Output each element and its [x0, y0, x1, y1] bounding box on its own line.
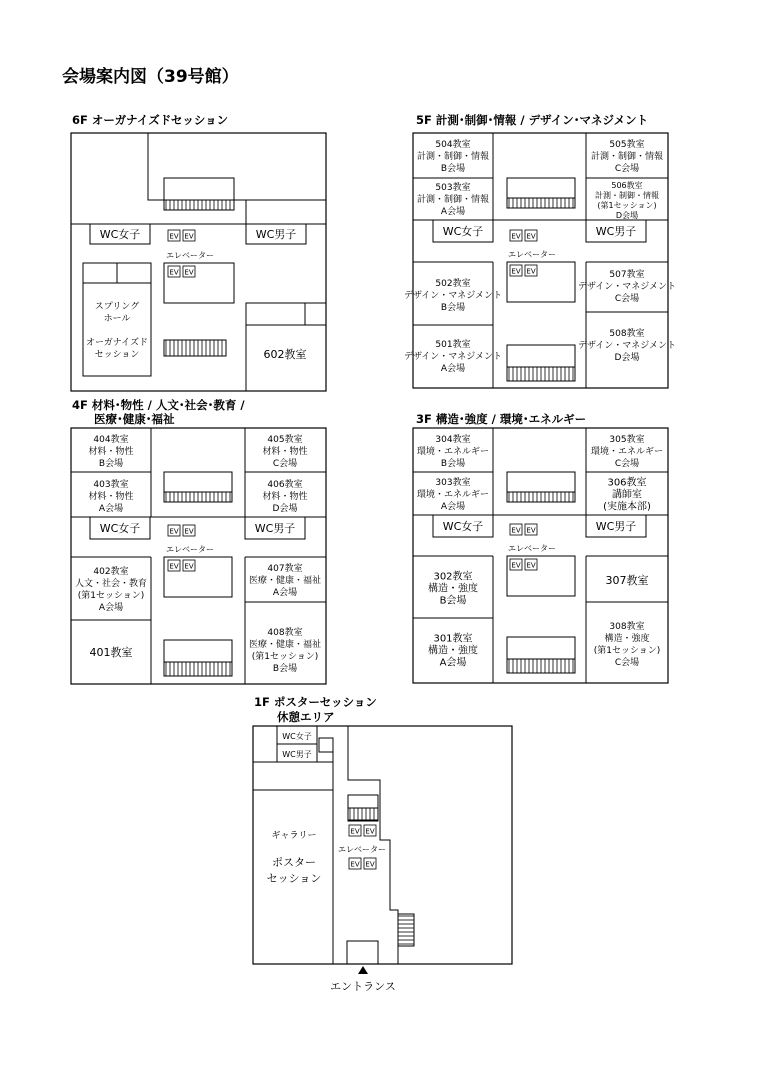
room-label-line: 403教室	[93, 480, 129, 491]
room-label-line: D会場	[272, 504, 298, 515]
ev-label: EV	[526, 232, 536, 241]
room-label-line: 材料・物性	[88, 492, 134, 503]
ev-label: EV	[169, 268, 179, 277]
ev-label: EV	[365, 860, 375, 869]
room-label-line: 408教室	[267, 628, 303, 639]
elevator-icon	[349, 825, 376, 836]
elevator-4f-label: エレベーター	[166, 545, 214, 554]
room-label-r406	[262, 478, 307, 514]
heading-3f: 3F 構造･強度 / 環境･エネルギー	[416, 412, 587, 426]
elevator-icon	[510, 265, 537, 276]
ev-label: EV	[511, 267, 521, 276]
floor-1f-plan	[253, 726, 512, 993]
room-label-line: B会場	[440, 303, 466, 314]
floor-6f-plan	[71, 133, 326, 391]
stairs-icon	[164, 662, 232, 676]
wc-women-6f-label: WC女子	[99, 228, 141, 241]
ev-label: EV	[511, 232, 521, 241]
room-label-r306	[603, 476, 651, 513]
room-label-line: A会場	[440, 502, 466, 513]
room-label-line: B会場	[272, 664, 298, 675]
room-label-line: (第1セッション)	[597, 200, 657, 210]
stairs-icon	[348, 808, 378, 820]
room-label-line: デザイン・マネジメント	[403, 291, 503, 302]
room-label-line: 計測・制御・情報	[590, 152, 664, 163]
room-label-line: 計測・制御・情報	[416, 195, 490, 206]
room-label-line: 507教室	[609, 270, 645, 281]
room-label-line: 計測・制御・情報	[595, 190, 659, 200]
room-label-r308	[594, 620, 661, 668]
room-label-line: 環境・エネルギー	[590, 447, 664, 458]
room-label-r506	[595, 180, 659, 220]
room-label-line: ホール	[103, 314, 131, 325]
ev-label: EV	[184, 268, 194, 277]
room-label-line: 301教室	[433, 633, 473, 645]
room-label-line: 406教室	[267, 480, 303, 491]
floor-3f-plan	[413, 428, 668, 683]
elevator-icon	[168, 560, 195, 571]
room-label-line: (第1セッション)	[593, 646, 661, 657]
room-label-r304	[417, 433, 489, 469]
heading-5f: 5F 計測･制御･情報 / デザイン･マネジメント	[416, 113, 649, 127]
room-label-r302	[428, 570, 478, 607]
room-label-r405	[262, 433, 307, 469]
room-label-line: 講師室	[612, 489, 642, 501]
room-label-line: B会場	[440, 459, 466, 470]
room-label-line: B会場	[440, 164, 466, 175]
room-label-r502	[404, 277, 502, 313]
room-label-line: スプリング	[94, 302, 140, 313]
room-label-r305	[591, 433, 663, 469]
wc-men-5f-label: WC男子	[595, 225, 637, 238]
room-label-line: 407教室	[267, 564, 303, 575]
room-label-line: 計測・制御・情報	[416, 152, 490, 163]
room-label-line: デザイン・マネジメント	[577, 282, 677, 293]
room-label-line: 305教室	[609, 435, 645, 446]
room-label-line: 医療・健康・福祉	[248, 640, 322, 651]
room-label-line: 材料・物性	[88, 447, 134, 458]
room-602-label: 602教室	[263, 348, 307, 361]
room-label-line: A会場	[440, 364, 466, 375]
room-label-line: D会場	[614, 353, 640, 364]
stairs-icon	[164, 340, 226, 356]
elevator-3f-label: エレベーター	[508, 544, 556, 553]
entrance-arrow-icon	[358, 966, 368, 974]
ev-label: EV	[169, 232, 179, 241]
room-label-line: オーガナイズド	[85, 338, 149, 349]
room-label-line: 環境・エネルギー	[416, 447, 490, 458]
room-label-line: A会場	[98, 603, 124, 614]
room-label-line: C会場	[614, 164, 640, 175]
stairs-icon	[507, 492, 575, 502]
stairs-icon	[398, 916, 414, 944]
room-label-line: 307教室	[605, 573, 649, 587]
room-label-line: セッション	[94, 350, 140, 361]
room-label-line: A会場	[440, 207, 466, 218]
stairs-icon	[164, 200, 234, 210]
ev-label: EV	[350, 860, 360, 869]
room-label-line: 人文・社会・教育	[74, 579, 148, 590]
entrance-label: エントランス	[330, 980, 396, 993]
room-label-line: C会場	[272, 459, 298, 470]
stairs-icon	[164, 492, 232, 502]
room-label-r504	[417, 138, 489, 174]
elevator-icon	[168, 230, 195, 241]
room-label-r501	[404, 338, 502, 374]
stairs-icon	[507, 367, 575, 381]
elevator-icon	[349, 858, 376, 869]
ev-label: EV	[184, 562, 194, 571]
elevator-icon	[510, 230, 537, 241]
ev-label: EV	[169, 562, 179, 571]
floor-4f-plan	[71, 428, 326, 684]
room-label-line: B会場	[439, 595, 467, 607]
ev-label: EV	[169, 527, 179, 536]
room-label-line: 材料・物性	[262, 447, 308, 458]
room-label-line: C会場	[614, 459, 640, 470]
stairs-outline	[164, 200, 234, 210]
ev-label: EV	[511, 561, 521, 570]
room-label-line: (実施本部)	[603, 501, 651, 513]
room-label-r407	[249, 562, 321, 598]
room-label-line: 構造・強度	[428, 645, 478, 657]
heading-4f-line1: 4F 材料･物性 / 人文･社会･教育 /	[72, 398, 245, 412]
room-label-r402	[75, 565, 147, 613]
room-label-line: 材料・物性	[262, 492, 308, 503]
room-label-line: 501教室	[435, 340, 471, 351]
ev-label: EV	[526, 561, 536, 570]
elevator-icon	[510, 524, 537, 535]
ev-label: EV	[526, 526, 536, 535]
room-label-line: 502教室	[435, 279, 471, 290]
ev-label: EV	[184, 232, 194, 241]
room-label-r505	[591, 138, 663, 174]
room-label-r307	[606, 573, 649, 587]
room-label-line: 404教室	[93, 435, 129, 446]
poster-label-1: ポスター	[272, 856, 316, 869]
room-label-line: 環境・エネルギー	[416, 490, 490, 501]
room-label-r408	[249, 626, 321, 674]
room-label-line: 構造・強度	[428, 583, 478, 595]
wc-men-1f-label: WC男子	[282, 750, 312, 759]
room-label-line: 508教室	[609, 329, 645, 340]
room-label-line: 401教室	[89, 645, 133, 659]
ev-label: EV	[350, 827, 360, 836]
wc-women-1f-label: WC女子	[282, 732, 312, 741]
room-label-r503	[417, 181, 489, 217]
poster-label-2: セッション	[266, 872, 322, 885]
elevator-5f-label: エレベーター	[508, 250, 556, 259]
room-label-line: 303教室	[435, 478, 471, 489]
room-label-line: 構造・強度	[604, 634, 650, 645]
wc-women-4f-label: WC女子	[99, 522, 141, 535]
room-label-spring_hall	[86, 301, 148, 360]
stairs-outline	[348, 808, 378, 820]
elevator-icon	[510, 559, 537, 570]
room-label-r303	[417, 476, 489, 512]
room-label-line: B会場	[98, 459, 124, 470]
heading-6f: 6F オーガナイズドセッション	[72, 113, 229, 127]
room-label-r401	[90, 645, 133, 659]
room-label-line: 506教室	[611, 180, 643, 190]
elevator-icon	[168, 525, 195, 536]
ev-label: EV	[526, 267, 536, 276]
stairs-icon	[507, 198, 575, 208]
room-label-line: C会場	[614, 294, 640, 305]
stairs-outline	[164, 340, 226, 356]
room-label-r507	[578, 268, 676, 304]
room-label-line: (第1セッション)	[251, 652, 319, 663]
elevator-1f-label: エレベーター	[338, 845, 386, 854]
room-label-line: 405教室	[267, 435, 303, 446]
room-label-line: A会場	[98, 504, 124, 515]
room-label-line: D会場	[615, 210, 639, 220]
gallery-label: ギャラリー	[271, 831, 317, 841]
room-602	[246, 303, 326, 391]
wc-men-4f-label: WC男子	[254, 522, 296, 535]
room-label-line: 504教室	[435, 140, 471, 151]
ev-label: EV	[365, 827, 375, 836]
room-label-line: A会場	[272, 588, 298, 599]
elevator-icon	[168, 266, 195, 277]
room-label-line: 302教室	[433, 571, 473, 583]
stairs-icon	[507, 659, 575, 673]
room-label-line: (第1セッション)	[77, 591, 145, 602]
room-label-r301	[428, 632, 478, 669]
room-label-line: デザイン・マネジメント	[403, 352, 503, 363]
room-label-line: 505教室	[609, 140, 645, 151]
heading-1f-line1: 1F ポスターセッション	[254, 695, 377, 709]
ev-label: EV	[184, 527, 194, 536]
room-label-r404	[88, 433, 133, 469]
wc-women-3f-label: WC女子	[442, 520, 484, 533]
room-label-line: 503教室	[435, 183, 471, 194]
room-label-line: A会場	[439, 657, 467, 669]
room-label-line: 402教室	[93, 567, 129, 578]
room-label-line: 306教室	[607, 477, 647, 489]
heading-1f-line2: 休憩エリア	[277, 710, 335, 724]
room-label-r508	[578, 327, 676, 363]
elevator-6f-label: エレベーター	[166, 251, 214, 260]
room-label-line: 308教室	[609, 622, 645, 633]
room-label-r403	[88, 478, 133, 514]
room-label-line: C会場	[614, 658, 640, 669]
floor-5f-plan	[404, 133, 676, 388]
wc-men-6f-label: WC男子	[255, 228, 297, 241]
page-title: 会場案内図（39号館）	[62, 67, 239, 87]
room-label-line: デザイン・マネジメント	[577, 341, 677, 352]
ev-label: EV	[511, 526, 521, 535]
room-label-line: 医療・健康・福祉	[248, 576, 322, 587]
room-label-line: 304教室	[435, 435, 471, 446]
wc-men-3f-label: WC男子	[595, 520, 637, 533]
wc-women-5f-label: WC女子	[442, 225, 484, 238]
heading-4f-line2: 医療･健康･福祉	[94, 412, 175, 426]
